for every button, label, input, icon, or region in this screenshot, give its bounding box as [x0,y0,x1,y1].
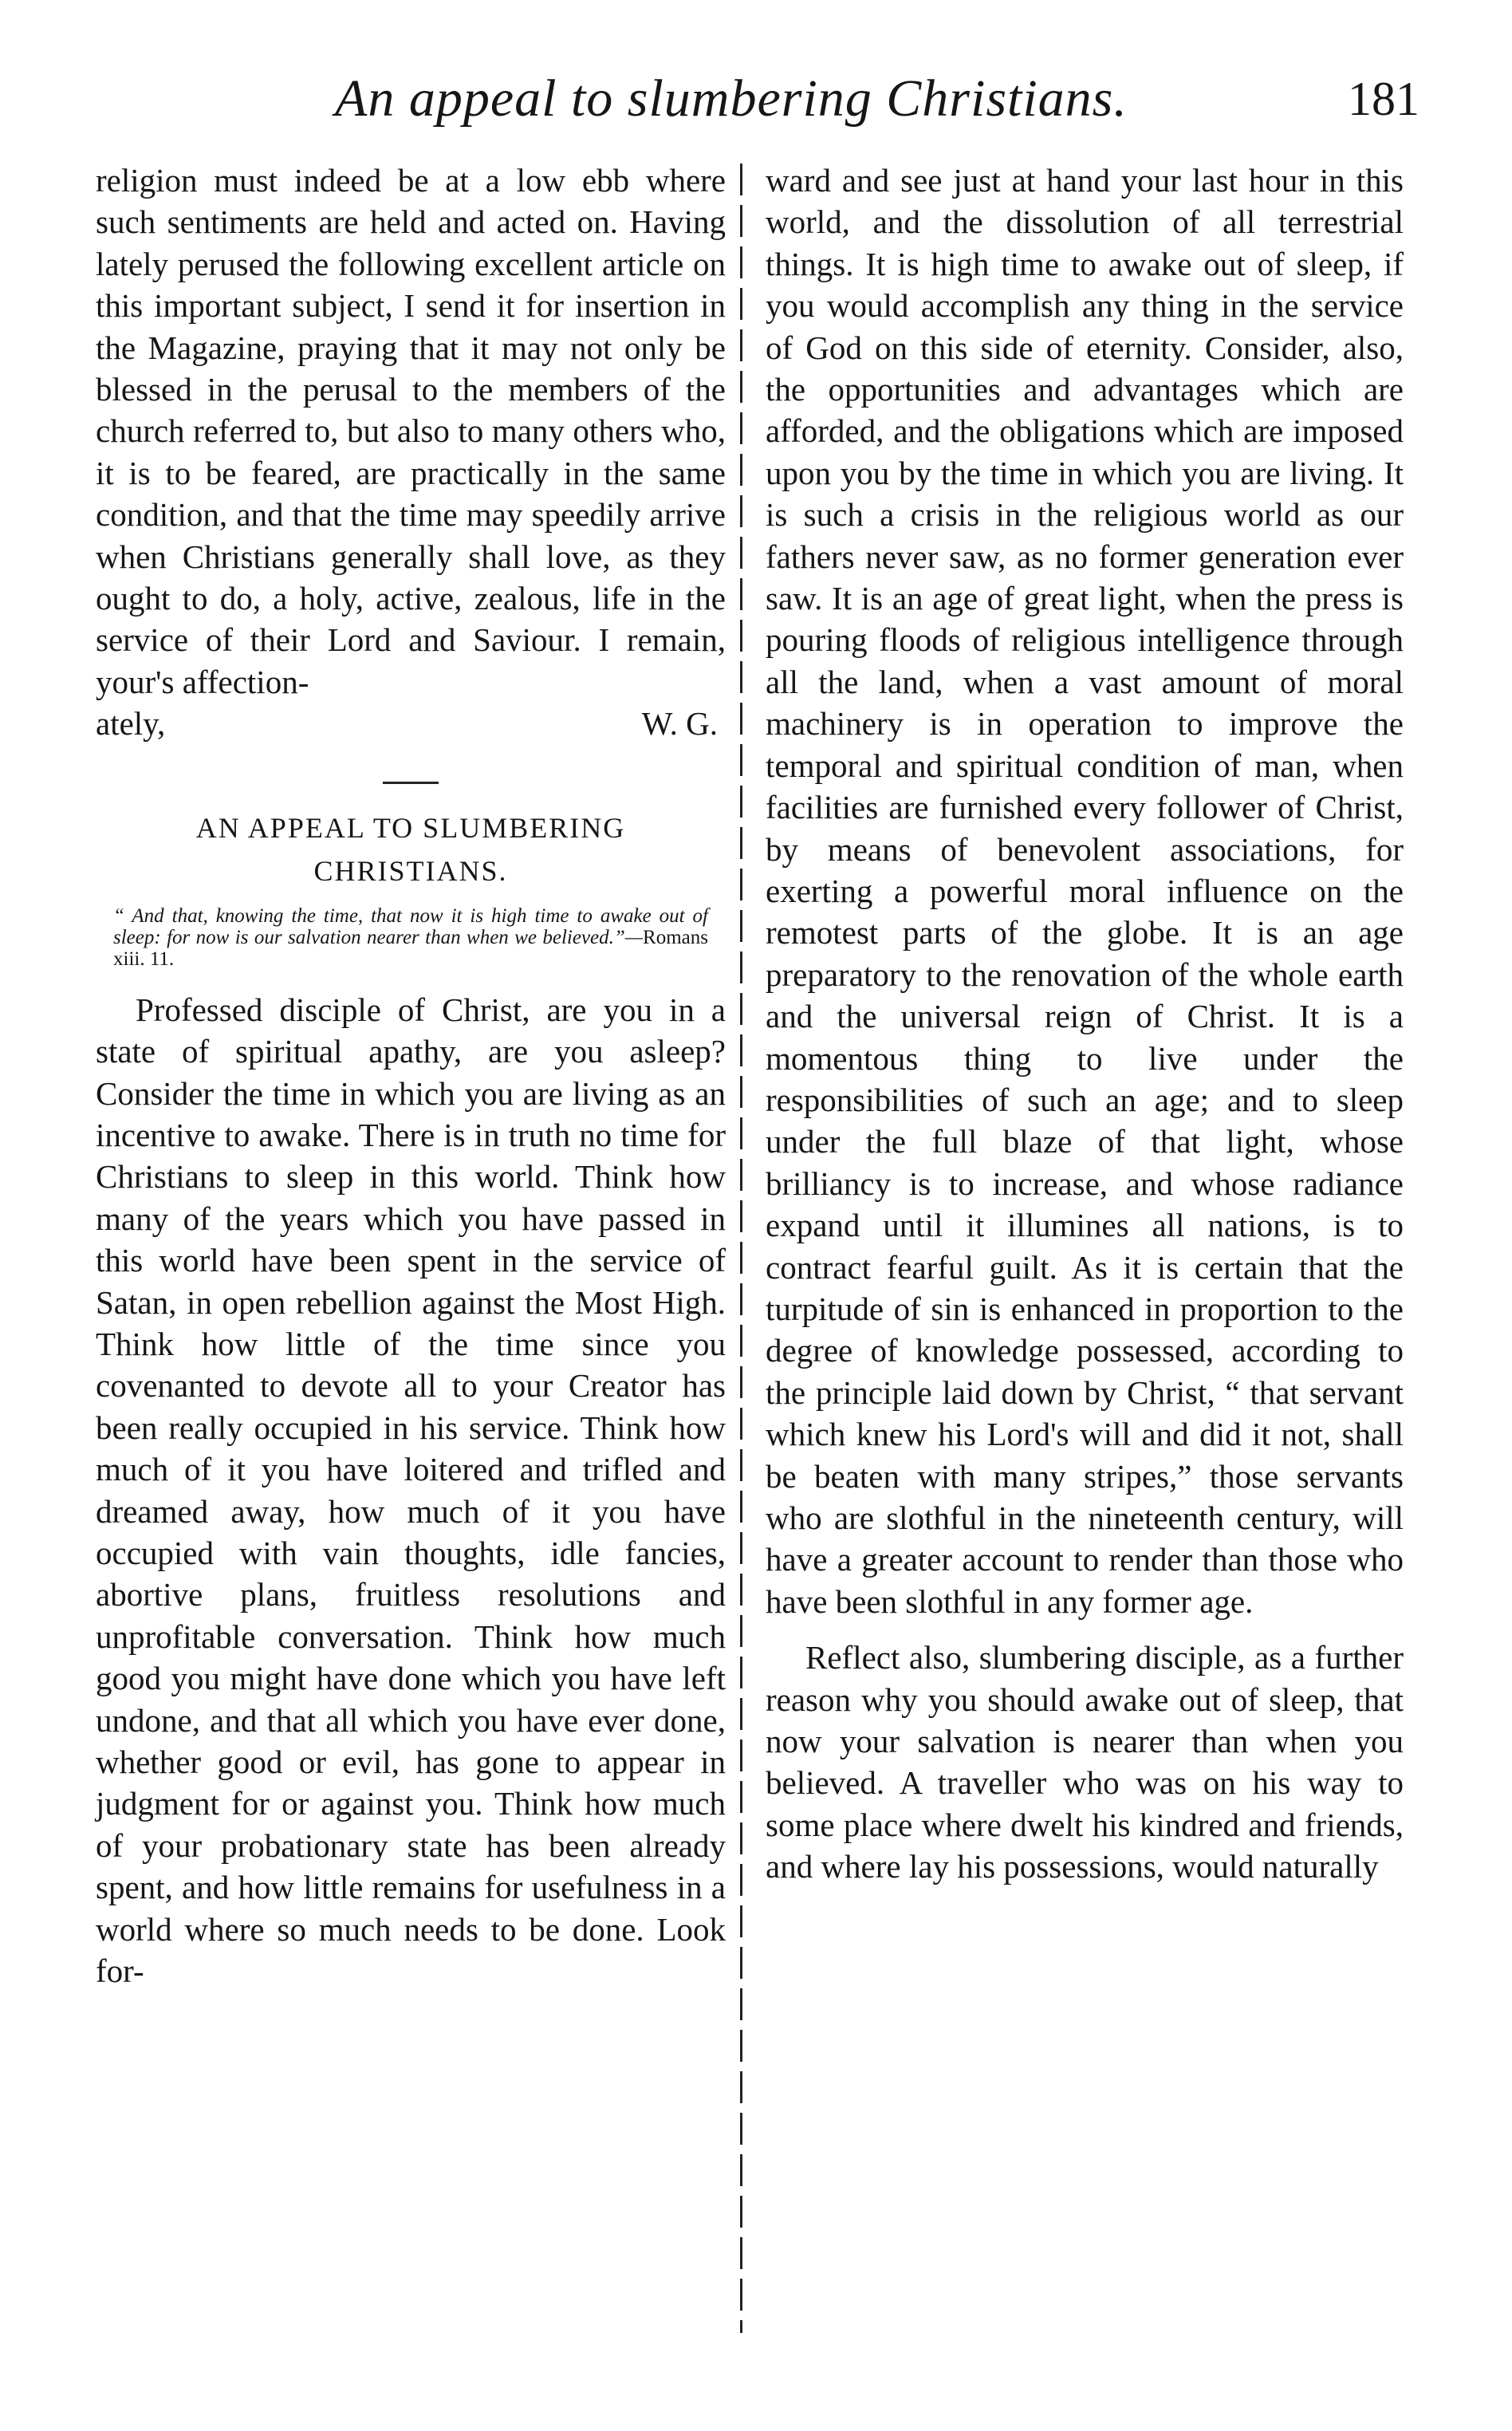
letter-signature: W. G. [641,705,718,743]
running-title: An appeal to slumbering Christians. [335,69,1128,128]
left-column [96,160,726,1992]
article-paragraph-2: Reflect also, slumbering disciple, as a further reason why you should awake out of sleep, that now your salvation is nearer than when you believed. A traveller who was on his way to some place where dwelt his kindred and friends, and where lay his possessions, would naturally [766,1639,1404,1885]
article-paragraph-1: Professed disciple of Christ, are you in a state of spiritual apathy, are you asleep? Consider the time in which you are living as an incentive to awake. There is in truth no time for Christians to sleep in this world. Think how many of the years which you have passed in this world have been spent in the service of Satan, in open rebellion against the Most High. Think how little of the time since you covenanted to devote all to your Creator has been really occupied in his service. Think how much of it you have loitered and trifled and dreamed away, how much of it you have occupied with vain thoughts, idle fancies, abortive plans, fruitless resolutions and unprofitable conversation. Think how much good you might have done which you have left undone, and that all which you have ever done, whether good or evil, has gone to appear in judgment for or against you. Think how much of your probationary state has been already spent, and how little remains for usefulness in a world where so much needs to be done. Look for- [96,991,726,1990]
article-title: AN APPEAL TO SLUMBERING CHRISTIANS. [195,811,626,887]
right-column [766,160,1404,1888]
letter-signoff [96,703,726,744]
column-divider [740,164,742,2333]
section-separator [383,782,439,784]
epigraph [113,905,708,970]
running-head [96,67,1419,131]
page-number: 181 [1348,73,1419,125]
letter-closing-paragraph: religion must indeed be at a low ebb where such sentiments are held and acted on. Having lately perused the following excellent article on this important subject, I send it for insertion in the Magazine, praying that it may not only be blessed in the perusal to the members of the church referred to, but also to many others who, it is to be feared, are practically in the same condition, and that the time may speedily arrive when Christians generally shall love, as they ought to do, a holy, active, zealous, life in the service of their Lord and Saviour. I remain, your's affection- [96,162,726,700]
epigraph-text: “ And that, knowing the time, that now it is high time to awake out of sleep: for now is our salvation nearer than when we believed.”— [113,904,708,948]
signoff-word: ately, [96,705,166,743]
article-paragraph-continued: ward and see just at hand your last hour in this world, and the dissolution of all terrestrial things. It is high time to awake out of sleep, if you would accomplish any thing in the service of God on this side of eternity. Consider, also, the opportunities and advantages which are afforded, and the obligations which are imposed upon you by the time in which you are living. It is such a crisis in the religious world as our fathers never saw, as no former generation ever saw. It is an age of great light, when the press is pouring floods of religious intelligence through all the land, when a vast amount of moral machinery is in operation to improve the temporal and spiritual condition of man, when facilities are furnished every follower of Christ, by means of benevolent associations, for exerting a powerful moral influence on the remotest parts of the globe. It is an age preparatory to the renovation of the whole earth and the universal reign of Christ. It is a momentous thing to live under the responsibilities of such an age; and to sleep under the full blaze of that light, whose brilliancy is to increase, and whose radiance expand until it illumines all nations, is to contract fearful guilt. As it is certain that the turpitude of sin is enhanced in proportion to the degree of knowledge possessed, according to the principle laid down by Christ, “ that servant which knew his Lord's will and did it not, shall be beaten with many stripes,” those servants who are slothful in the nineteenth century, will have a greater account to render than those who have been slothful in any former age. [766,162,1404,1620]
epigraph-citation: Romans xiii. 11. [113,926,708,970]
